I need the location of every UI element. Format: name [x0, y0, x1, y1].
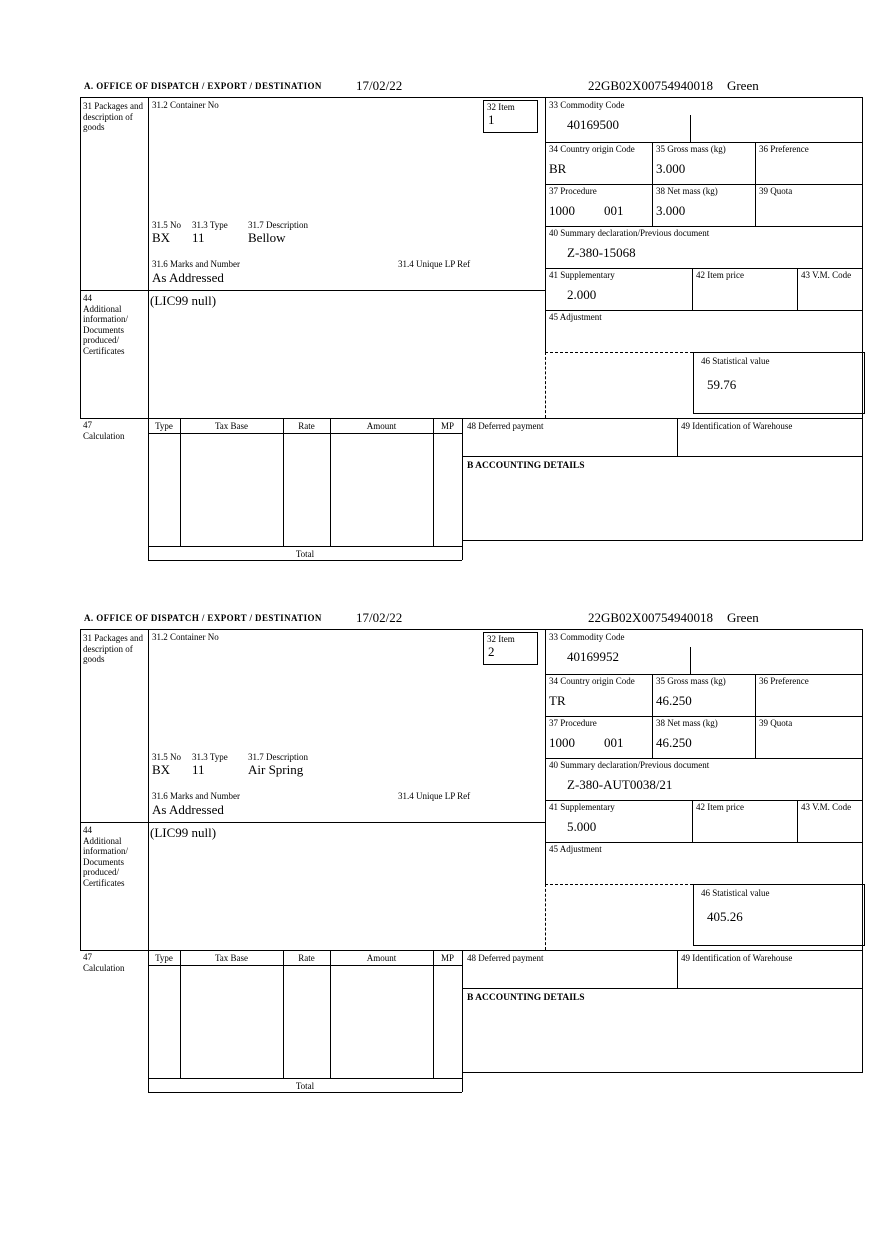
grid-line: [148, 560, 462, 561]
grid-line: [148, 629, 149, 950]
grid-line: [148, 1092, 462, 1093]
box31-6-label: 31.6 Marks and Number: [152, 791, 240, 801]
grid-line: [330, 950, 331, 1078]
tax-base-header: Tax Base: [214, 953, 249, 963]
box34-label: 34 Country origin Code: [549, 676, 635, 686]
box44-text: Additional information/ Documents produced/ Certificates: [83, 835, 128, 888]
grid-line: [148, 433, 462, 434]
supplementary-value: 2.000: [567, 287, 597, 302]
box48-label: 48 Deferred payment: [467, 953, 544, 963]
grid-line: [80, 950, 863, 951]
box31-7-label: 31.7 Description: [248, 220, 308, 230]
grid-line: [545, 268, 863, 269]
box44-label: [83, 825, 149, 888]
grid-line: [545, 97, 546, 352]
grid-line: [545, 674, 863, 675]
package-count-value: BX: [152, 762, 171, 777]
box35-label: 35 Gross mass (kg): [656, 676, 726, 686]
grid-line: [545, 758, 863, 759]
box39-label: 39 Quota: [759, 718, 793, 728]
grid-line: [462, 418, 463, 560]
procedure-extra-value: 001: [604, 735, 624, 750]
box41-label: 41 Supplementary: [549, 270, 615, 280]
declaration-date: 17/02/22: [356, 610, 403, 625]
box46-label: 46 Statistical value: [701, 888, 770, 898]
grid-line: [433, 950, 434, 1078]
grid-line: [80, 97, 81, 418]
box33-label: 33 Commodity Code: [549, 632, 625, 642]
grid-line: [180, 418, 181, 546]
grid-line: [148, 546, 462, 547]
item-number-value: 2: [488, 644, 495, 659]
box38-label: 38 Net mass (kg): [656, 718, 718, 728]
tax-base-header: Tax Base: [214, 421, 249, 431]
additional-information-value: (LIC99 null): [150, 825, 217, 840]
grid-line: [755, 142, 756, 226]
declaration-reference: [588, 78, 759, 94]
amount-header: Amount: [366, 953, 397, 963]
box32-label: 32 Item: [487, 102, 515, 112]
box31-2-label: 31.2 Container No: [152, 632, 219, 642]
grid-line: [545, 800, 863, 801]
commodity-code-separator: [690, 115, 691, 142]
box31-6-label: 31.6 Marks and Number: [152, 259, 240, 269]
grid-line: [283, 950, 284, 1078]
grid-line: [462, 988, 863, 989]
box31-4-label: 31.4 Unique LP Ref: [398, 791, 471, 801]
grid-line: [545, 716, 863, 717]
box38-label: 38 Net mass (kg): [656, 186, 718, 196]
grid-line: [652, 674, 653, 758]
grid-line: [692, 268, 693, 310]
tax-type-header: Type: [155, 421, 173, 431]
box31-label: 31 Packages and description of goods: [83, 633, 143, 664]
grid-line: [545, 310, 863, 311]
box31-4-label: 31.4 Unique LP Ref: [398, 259, 471, 269]
procedure-value: 1000: [549, 203, 575, 218]
box47-number: 47: [83, 420, 92, 430]
commodity-code-value: 40169500: [567, 117, 619, 132]
grid-line: [797, 800, 798, 842]
package-count-value: BX: [152, 230, 171, 245]
box31-3-label: 31.3 Type: [192, 220, 228, 230]
grid-line: [652, 142, 653, 226]
commodity-code-value: 40169952: [567, 649, 619, 664]
accounting-details-label: B ACCOUNTING DETAILS: [467, 461, 585, 471]
marks-and-number-value: As Addressed: [152, 802, 224, 817]
grid-line: [80, 290, 545, 291]
previous-document-value: Z-380-AUT0038/21: [567, 777, 673, 792]
previous-document-value: Z-380-15068: [567, 245, 636, 260]
box47-label: [83, 952, 143, 973]
item-1-section: [80, 80, 864, 566]
accounting-details-label: B ACCOUNTING DETAILS: [467, 993, 585, 1003]
grid-line: [330, 418, 331, 546]
grid-line: [797, 268, 798, 310]
box42-label: 42 Item price: [696, 802, 744, 812]
net-mass-value: 46.250: [656, 735, 692, 750]
grid-line-dashed: [545, 884, 546, 950]
box44-label: [83, 293, 149, 356]
total-label: Total: [295, 549, 315, 559]
gross-mass-value: 46.250: [656, 693, 692, 708]
total-label: Total: [295, 1081, 315, 1091]
box43-label: 43 V.M. Code: [801, 270, 852, 280]
box39-label: 39 Quota: [759, 186, 793, 196]
mp-header: MP: [440, 953, 454, 963]
grid-line: [80, 822, 545, 823]
box31-5-label: 31.5 No: [152, 220, 181, 230]
box47-number: 47: [83, 952, 92, 962]
box45-label: 45 Adjustment: [549, 844, 602, 854]
box31-3-label: 31.3 Type: [192, 752, 228, 762]
box47-text: Calculation: [83, 962, 125, 973]
box31-2-label: 31.2 Container No: [152, 100, 219, 110]
box36-label: 36 Preference: [759, 144, 809, 154]
box45-label: 45 Adjustment: [549, 312, 602, 322]
grid-line-dashed: [545, 352, 546, 418]
grid-line-dashed: [545, 884, 693, 885]
box48-label: 48 Deferred payment: [467, 421, 544, 431]
box32-label: 32 Item: [487, 634, 515, 644]
grid-line: [283, 418, 284, 546]
box47-label: [83, 420, 143, 441]
box44-text: Additional information/ Documents produced/ Certificates: [83, 303, 128, 356]
tax-type-header: Type: [155, 953, 173, 963]
grid-line: [80, 97, 863, 98]
grid-line: [80, 629, 81, 950]
box40-label: 40 Summary declaration/Previous document: [549, 228, 710, 238]
box41-label: 41 Supplementary: [549, 802, 615, 812]
box37-label: 37 Procedure: [549, 186, 597, 196]
grid-line: [462, 540, 863, 541]
box40-label: 40 Summary declaration/Previous document: [549, 760, 710, 770]
grid-line: [148, 418, 149, 560]
box42-label: 42 Item price: [696, 270, 744, 280]
procedure-extra-value: 001: [604, 203, 624, 218]
grid-line: [677, 950, 678, 988]
grid-line: [677, 418, 678, 456]
grid-line: [148, 950, 149, 1092]
rate-header: Rate: [298, 953, 315, 963]
grid-line: [862, 629, 863, 1072]
grid-line: [862, 97, 863, 540]
box43-label: 43 V.M. Code: [801, 802, 852, 812]
grid-line: [545, 842, 863, 843]
grid-line: [148, 965, 462, 966]
mp-header: MP: [440, 421, 454, 431]
box31-5-label: 31.5 No: [152, 752, 181, 762]
item-number-value: 1: [488, 112, 495, 127]
box46-label: 46 Statistical value: [701, 356, 770, 366]
item-number-box: [483, 632, 538, 665]
box35-label: 35 Gross mass (kg): [656, 144, 726, 154]
grid-line: [692, 800, 693, 842]
marks-and-number-value: As Addressed: [152, 270, 224, 285]
mrn-value: 22GB02X00754940018: [588, 610, 713, 625]
package-type-value: 11: [192, 230, 205, 245]
grid-line: [755, 674, 756, 758]
amount-header: Amount: [366, 421, 397, 431]
grid-line: [148, 1078, 462, 1079]
office-of-dispatch-heading: A. OFFICE OF DISPATCH / EXPORT / DESTINATION: [84, 613, 322, 623]
net-mass-value: 3.000: [656, 203, 686, 218]
grid-line-dashed: [545, 352, 693, 353]
box31-7-label: 31.7 Description: [248, 752, 308, 762]
routing-status: Green: [726, 78, 759, 93]
box47-text: Calculation: [83, 430, 125, 441]
rate-header: Rate: [298, 421, 315, 431]
grid-line: [545, 184, 863, 185]
box36-label: 36 Preference: [759, 676, 809, 686]
grid-line: [462, 1072, 863, 1073]
gross-mass-value: 3.000: [656, 161, 686, 176]
box37-label: 37 Procedure: [549, 718, 597, 728]
item-2-section: [80, 612, 864, 1098]
grid-line: [180, 950, 181, 1078]
statistical-value: 405.26: [707, 909, 743, 924]
box34-label: 34 Country origin Code: [549, 144, 635, 154]
office-of-dispatch-heading: A. OFFICE OF DISPATCH / EXPORT / DESTINATION: [84, 81, 322, 91]
procedure-value: 1000: [549, 735, 575, 750]
grid-line: [545, 629, 546, 884]
grid-line: [462, 950, 463, 1092]
box44-number: 44: [83, 293, 92, 303]
goods-description-value: Air Spring: [248, 762, 304, 777]
statistical-value: 59.76: [707, 377, 737, 392]
grid-line: [80, 418, 863, 419]
declaration-date: 17/02/22: [356, 78, 403, 93]
grid-line: [148, 97, 149, 418]
country-origin-value: BR: [549, 161, 567, 176]
grid-line: [433, 418, 434, 546]
declaration-reference: [588, 610, 759, 626]
box44-number: 44: [83, 825, 92, 835]
box31-label: 31 Packages and description of goods: [83, 101, 143, 132]
grid-line: [462, 456, 863, 457]
box33-label: 33 Commodity Code: [549, 100, 625, 110]
grid-line: [545, 142, 863, 143]
item-number-box: [483, 100, 538, 133]
supplementary-value: 5.000: [567, 819, 597, 834]
package-type-value: 11: [192, 762, 205, 777]
routing-status: Green: [726, 610, 759, 625]
box49-label: 49 Identification of Warehouse: [681, 421, 793, 431]
grid-line: [545, 226, 863, 227]
grid-line: [80, 629, 863, 630]
country-origin-value: TR: [549, 693, 566, 708]
goods-description-value: Bellow: [248, 230, 286, 245]
commodity-code-separator: [690, 647, 691, 674]
box49-label: 49 Identification of Warehouse: [681, 953, 793, 963]
additional-information-value: (LIC99 null): [150, 293, 217, 308]
mrn-value: 22GB02X00754940018: [588, 78, 713, 93]
